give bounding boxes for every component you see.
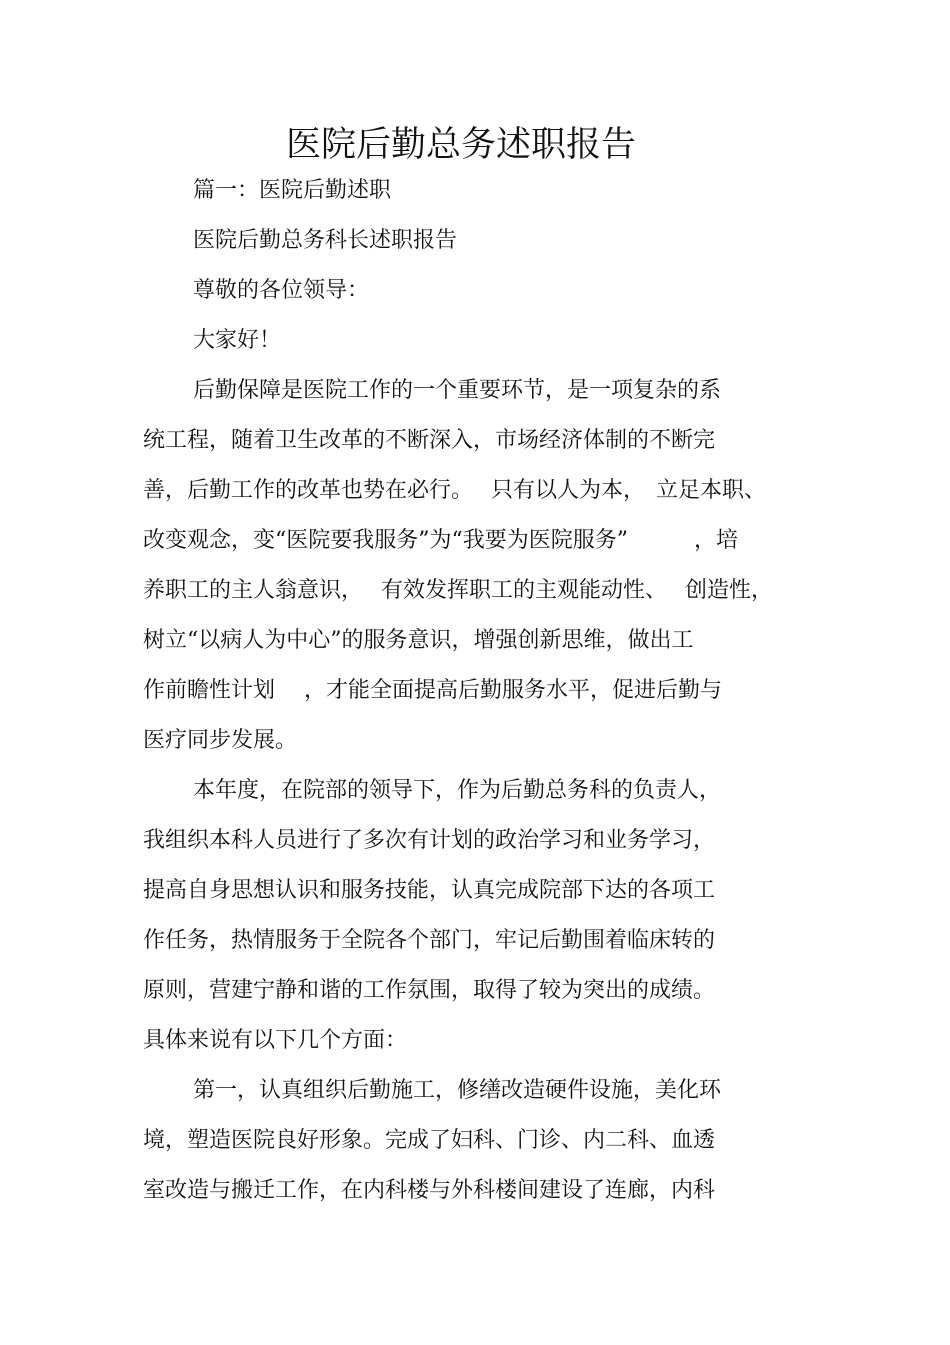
- text-line: 室改造与搬迁工作，在内科楼与外科楼间建设了连廊，内科: [143, 1178, 716, 1203]
- text-line: 境，塑造医院良好形象。完成了妇科、门诊、内二科、血透: [143, 1128, 716, 1153]
- text-line: 作任务，热情服务于全院各个部门，牢记后勤围着临床转的: [143, 928, 716, 953]
- text-line: 大家好！: [193, 328, 282, 353]
- text-line: 具体来说有以下几个方面：: [143, 1028, 408, 1053]
- text-line: 尊敬的各位领导：: [193, 278, 370, 303]
- text-line: 提高自身思想认识和服务技能，认真完成院部下达的各项工: [143, 878, 716, 903]
- text-line: 后勤保障是医院工作的一个重要环节，是一项复杂的系: [193, 378, 722, 403]
- text-line: 善，后勤工作的改革也势在必行。 只有以人为本， 立足本职、: [143, 478, 766, 503]
- text-line: 养职工的主人翁意识， 有效发挥职工的主观能动性、 创造性，: [143, 578, 773, 603]
- text-line: 原则，营建宁静和谐的工作氛围，取得了较为突出的成绩。: [143, 978, 716, 1003]
- document-title: 医院后勤总务述职报告: [285, 125, 636, 165]
- text-line: 改变观念，变“医院要我服务”为“我要为医院服务” ，培: [143, 528, 738, 553]
- text-line: 篇一：医院后勤述职: [193, 178, 392, 203]
- text-line: 作前瞻性计划 ，才能全面提高后勤服务水平，促进后勤与: [143, 678, 722, 703]
- text-line: 医院后勤总务科长述职报告: [193, 228, 458, 253]
- text-line: 第一，认真组织后勤施工，修缮改造硬件设施，美化环: [193, 1078, 722, 1103]
- text-line: 我组织本科人员进行了多次有计划的政治学习和业务学习，: [143, 828, 716, 853]
- text-line: 医疗同步发展。: [143, 728, 298, 753]
- text-line: 统工程，随着卫生改革的不断深入，市场经济体制的不断完: [143, 428, 716, 453]
- text-line: 本年度，在院部的领导下，作为后勤总务科的负责人，: [193, 778, 722, 803]
- text-line: 树立“以病人为中心”的服务意识，增强创新思维，做出工: [143, 628, 694, 653]
